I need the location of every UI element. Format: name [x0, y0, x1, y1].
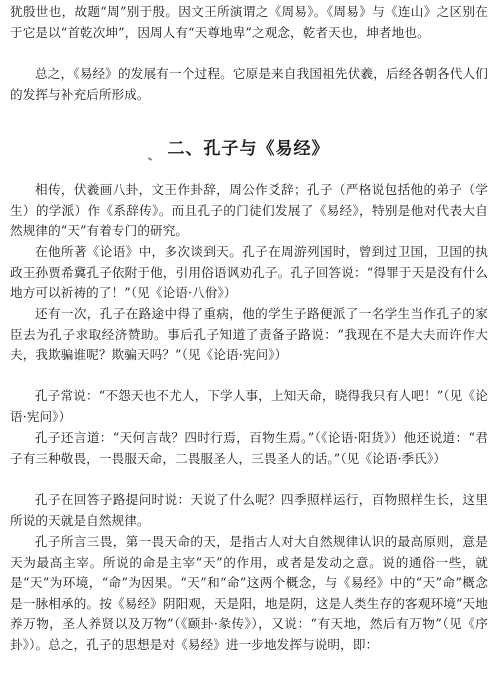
paragraph-legend: 相传，伏羲画八卦，文王作卦辞，周公作爻辞；孔子（严格说包括他的弟子（学生）的学派）作《系辞传》。而且孔子的门徒们发展了《易经》，特别是他对代表大自然规律的“天”有着专门的研究。	[10, 182, 488, 238]
paragraph-yanghuo: 孔子还言道：“天何言哉？四时行焉，百物生焉。”（《论语·阳货》）他还说道：“君子有三种敬畏，一畏服天命，二畏服圣人，三畏圣人的话。”（见《论语·季氏》）	[10, 430, 488, 466]
paragraph-lunyu-bayi: 在他所著《论语》中，多次谈到天。孔子在周游列国时，曾到过卫国，卫国的执政王孙贾希冀孔子依附于他，引用俗语讽劝孔子。孔子回答说：“得罪于天是没有什么地方可以祈祷的了！”（见《论语·八佾》）	[10, 244, 488, 300]
paragraph-summary: 总之，《易经》的发展有一个过程。它原是来自我国祖先伏羲，后经各朝各代人们的发挥与补充后所形成。	[10, 66, 488, 102]
paragraph-zilu-illness: 还有一次，孔子在路途中得了重病，他的学生子路便派了一名学生当作孔子的家臣去为孔子求取经济赞助。事后孔子知道了责备子路说：“我现在不是大夫而许作大夫，我欺骗谁呢？欺骗天吗？”（见《论语·宪问》）	[10, 306, 488, 362]
paragraph-three-awes: 孔子所言三畏，第一畏天命的天，是指古人对大自然规律认识的最高原则，意是天为最高主宰。所说的命是主宰“天”的作用，或者是发动之意。说的通俗一些，就是“天”为环境，“命”为因果。“天”和“命”这两个概念，与《易经》中的“天”命”概念是一脉相承的。按《易经》阴阳观，天是阳，地是阴，这是人类生存的客观环境“天地养万物，圣人养贤以及万物”（《颐卦·彖传》），又说：“有天地，然后有万物”（见《序卦》）。总之，孔子的思想是对《易经》进一步地发挥与说明，即：	[10, 534, 488, 652]
section-heading: 二、孔子与《易经》	[167, 139, 330, 159]
scan-speck	[148, 157, 152, 161]
paragraph-zilu-answer: 孔子在回答子路提问时说：天说了什么呢？四季照样运行，百物照样生长，这里所说的天就是自然规律。	[10, 492, 488, 528]
paragraph-intro-continued: 犹殷世也，故题“周”别于殷。因文王所演谓之《周易》。《周易》与《连山》之区别在于它是以“首乾次坤”，因周人有“天尊地卑”之观念，乾者天也，坤者地也。	[10, 4, 488, 40]
paragraph-xianwen: 孔子常说：“不怨天也不尤人，下学人事，上知天命，晓得我只有人吧！”（见《论语·宪问》）	[10, 388, 488, 424]
